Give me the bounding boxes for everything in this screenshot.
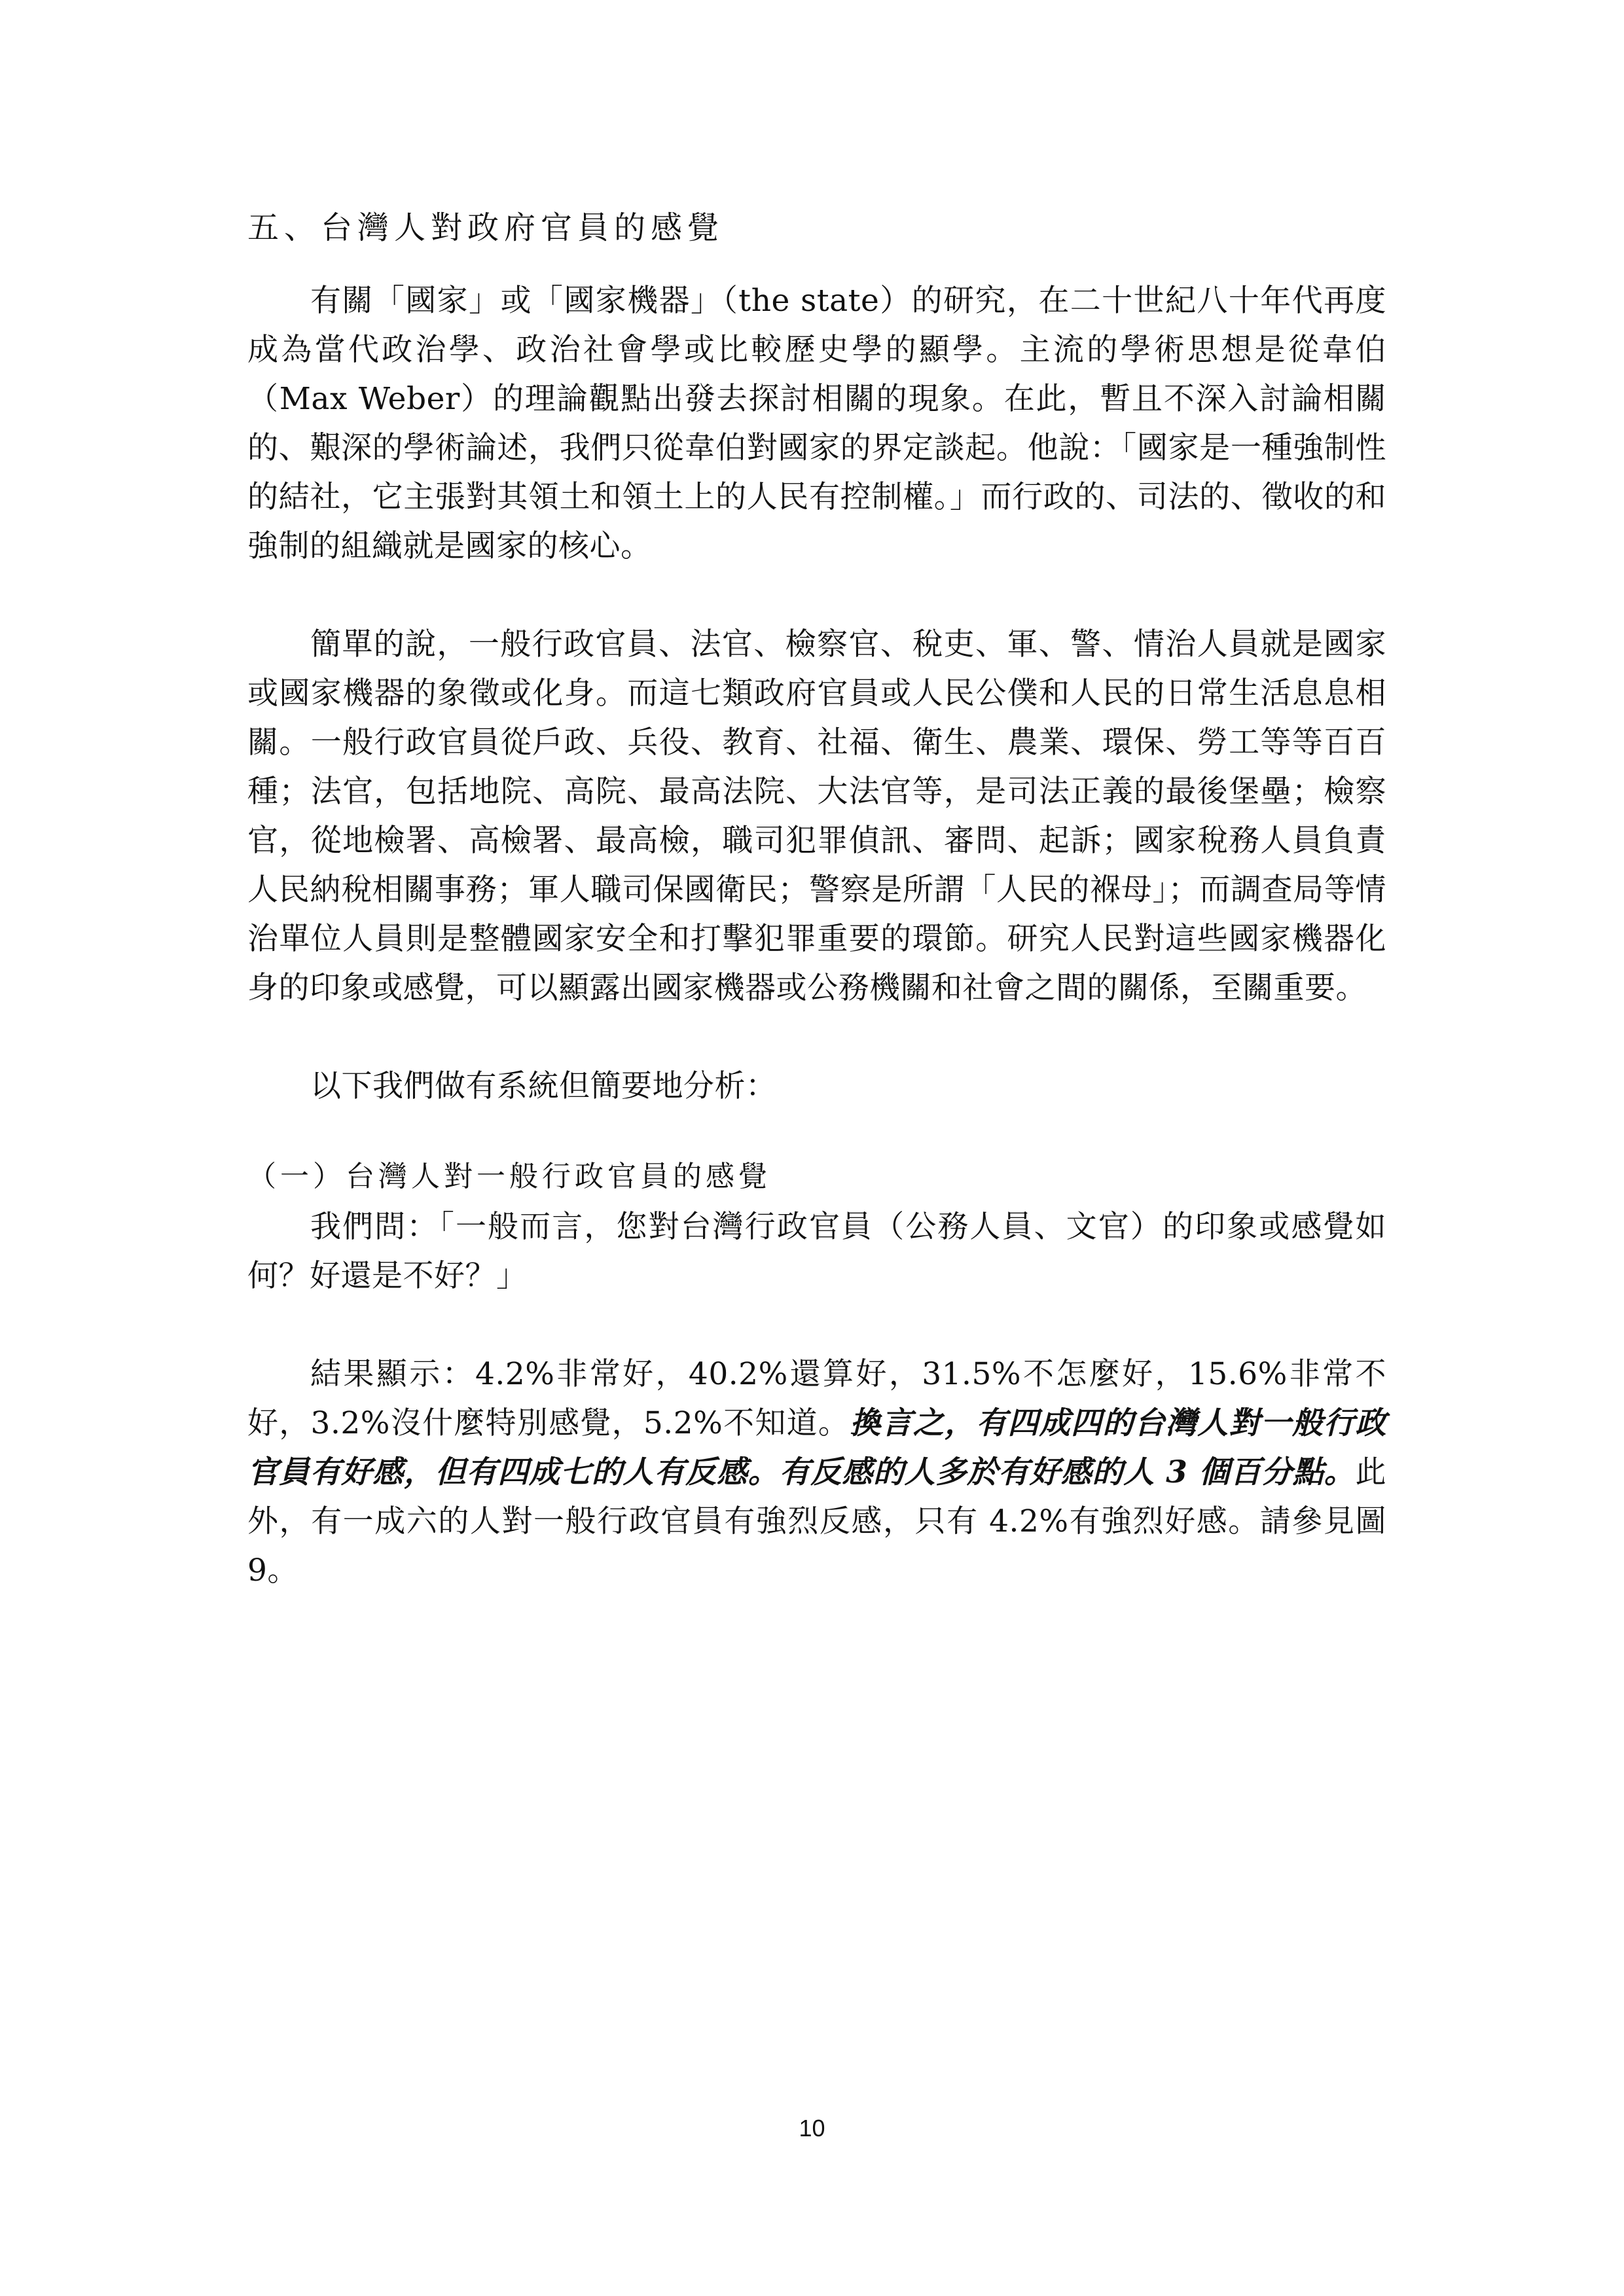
paragraph-analysis-intro: 以下我們做有系統但簡要地分析： [310, 1068, 777, 1104]
page-content [247, 208, 1386, 1595]
paragraph-state-officials: 簡單的說，一般行政官員、法官、檢察官、稅吏、軍、警、情治人員就是國家或國家機器的象徵或化身。而這七類政府官員或人民公僕和人民的日常生活息息相關。一般行政官員從戶政、兵役、教育、社福、衛生、農業、環保、勞工等等百百種；法官，包括地院、高院、最高法院、大法官等，是司法正義的最後堡壘；檢察官，從地檢署、高檢署、最高檢，職司犯罪偵訊、審問、起訴；國家稅務人員負責人民納稅相關事務；軍人職司保國衛民；警察是所謂「人民的褓母」；而調查局等情治單位人員則是整體國家安全和打擊犯罪重要的環節。研究人民對這些國家機器化身的印象或感覺，可以顯露出國家機器或公務機關和社會之間的關係，至關重要。 [247, 626, 1386, 1006]
section-title: 五、台灣人對政府官員的感覺 [247, 209, 725, 246]
result-emphasis-text: 換言之，有四成四的台灣人對一般行政官員有好感，但有四成七的人有反感。有反感的人多於有好感的人 3 個百分點。 [247, 1405, 1386, 1490]
paragraph-spacer [247, 1111, 1386, 1157]
result-tail-text: 此外，有一成六的人對一般行政官員有強烈反感，只有 4.2%有強烈好感。請參見圖 9。 [247, 1454, 1386, 1588]
paragraph-spacer [247, 1300, 1386, 1350]
paragraph-spacer [247, 571, 1386, 620]
paragraph-survey-question: 我們問：「一般而言，您對台灣行政官員（公務人員、文官）的印象或感覺如何？好還是不好？」 [247, 1209, 1386, 1294]
paragraph-spacer [247, 1013, 1386, 1062]
paragraph-state-definition: 有關「國家」或「國家機器」（the state）的研究，在二十世紀八十年代再度成為當代政治學、政治社會學或比較歷史學的顯學。主流的學術思想是從韋伯（Max Weber）的理論觀點出發去探討相關的現象。在此，暫且不深入討論相關的、艱深的學術論述，我們只從韋伯對國家的界定談起。他說：「國家是一種強制性的結社，它主張對其領土和領土上的人民有控制權。」而行政的、司法的、徵收的和強制的組織就是國家的核心。 [247, 283, 1386, 564]
page-number: 10 [799, 2115, 825, 2142]
subsection-title: （一）台灣人對一般行政官員的感覺 [247, 1160, 771, 1193]
result-lead-text: 結果顯示：4.2%非常好，40.2%還算好，31.5%不怎麼好，15.6%非常不好，3.2%沒什麼特別感覺，5.2%不知道。 [247, 1356, 1386, 1441]
paragraph-survey-result [247, 1350, 1386, 1595]
